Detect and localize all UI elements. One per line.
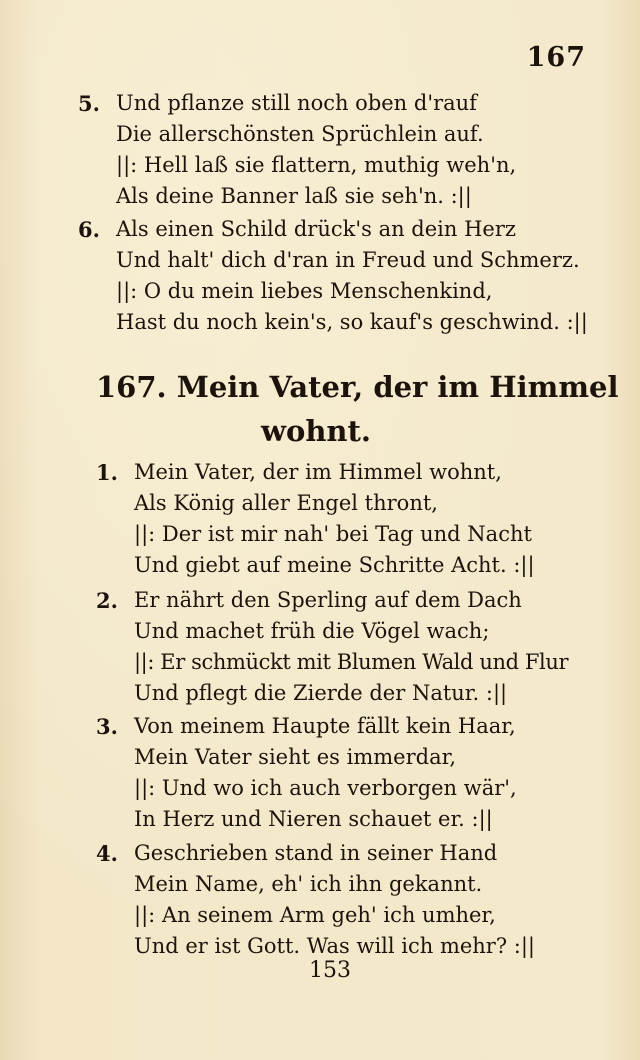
stanza-number: 6. [78, 217, 100, 242]
stanza-number: 2. [96, 588, 118, 613]
stanza-line: 3. Von meinem Haupte fällt kein Haar, [96, 711, 616, 742]
stanza-line: Und er ist Gott. Was will ich mehr? :|| [134, 934, 536, 958]
stanza-line: ||: Und wo ich auch verborgen wär', [134, 776, 517, 800]
stanza-line: ||: Hell laß sie flattern, muthig weh'n, [116, 153, 517, 177]
stanza-line: 2. Er nährt den Sperling auf dem Dach [96, 585, 626, 616]
stanza-line: ||: Er schmückt mit Blumen Wald und Flur [134, 650, 569, 674]
hymn-stanza-2 [96, 585, 626, 709]
hymn-title-line-2: wohnt. [261, 414, 371, 448]
stanza-line: 6. Als einen Schild drück's an dein Herz [78, 214, 618, 245]
stanza-line: 4. Geschrieben stand in seiner Hand [96, 838, 616, 869]
stanza-line: Und machet früh die Vögel wach; [134, 619, 490, 643]
page-number: 153 [309, 958, 351, 983]
stanza-line: ||: An seinem Arm geh' ich umher, [134, 903, 496, 927]
stanza-number: 1. [96, 460, 118, 485]
stanza-line: Mein Name, eh' ich ihn gekannt. [134, 872, 483, 896]
stanza-line: Mein Vater sieht es immerdar, [134, 745, 457, 769]
stanza-line: Und pflegt die Zierde der Natur. :|| [134, 681, 508, 705]
stanza-number: 4. [96, 841, 118, 866]
stanza-number: 5. [78, 91, 100, 116]
stanza-5 [78, 88, 618, 212]
hymn-stanza-1 [96, 457, 616, 581]
stanza-line: ||: Der ist mir nah' bei Tag und Nacht [134, 522, 532, 546]
hymn-title [96, 365, 619, 453]
stanza-line: Hast du noch kein's, so kauf's geschwind. :|| [116, 310, 588, 334]
hymn-stanza-4 [96, 838, 616, 962]
stanza-line: Und giebt auf meine Schritte Acht. :|| [134, 553, 535, 577]
stanza-line: ||: O du mein liebes Menschenkind, [116, 279, 493, 303]
stanza-line: 1. Mein Vater, der im Himmel wohnt, [96, 457, 616, 488]
stanza-line: 5. Und pflanze still noch oben d'rauf [78, 88, 618, 119]
stanza-line: Als deine Banner laß sie seh'n. :|| [116, 184, 472, 208]
hymn-title-line-1: 167. Mein Vater, der im Himmel [96, 370, 619, 404]
stanza-line: Als König aller Engel thront, [134, 491, 438, 515]
stanza-line: In Herz und Nieren schauet er. :|| [134, 807, 493, 831]
stanza-line: Und halt' dich d'ran in Freud und Schmerz. [116, 248, 580, 272]
running-hymn-number: 167 [526, 42, 586, 73]
stanza-line: Die allerschönsten Sprüchlein auf. [116, 122, 484, 146]
hymn-stanza-3 [96, 711, 616, 835]
stanza-number: 3. [96, 714, 118, 739]
stanza-6 [78, 214, 618, 338]
